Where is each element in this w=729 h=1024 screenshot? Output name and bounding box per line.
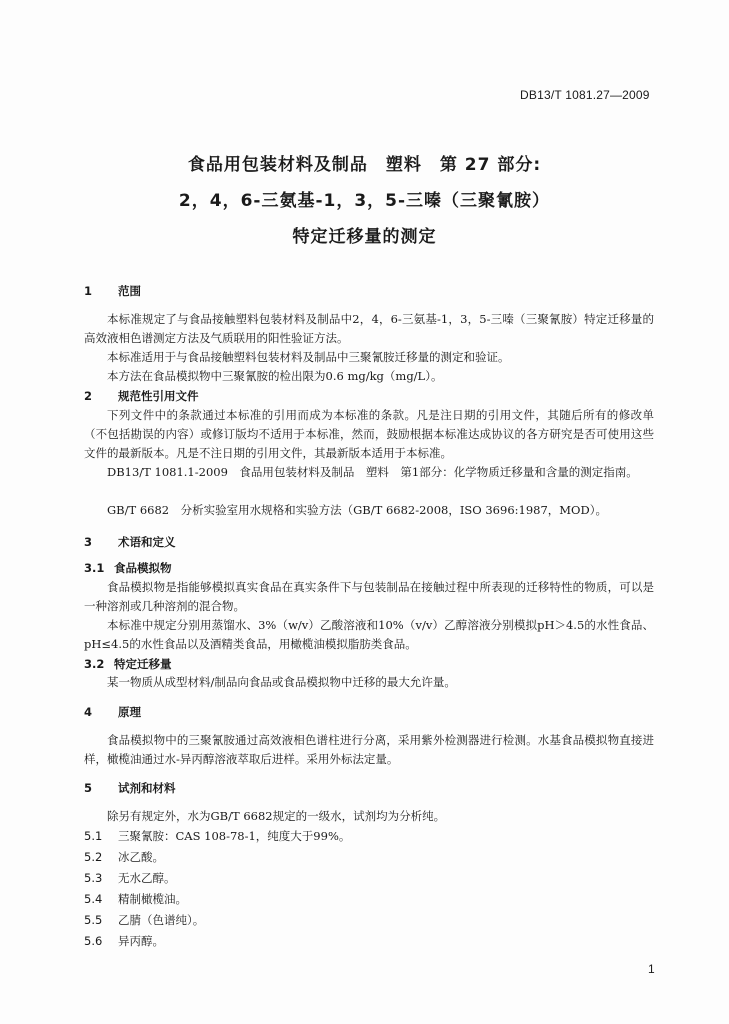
- section-4-paragraph-1: 食品模拟物中的三聚氰胺通过高效液相色谱柱进行分离，采用紫外检测器进行检测。水基食品模拟物直接进样，橄榄油通过水-异丙醇溶液萃取后进样。采用外标法定量。: [84, 733, 654, 766]
- section-1-paragraph-2: 本标准适用于与食品接触塑料包装材料及制品中三聚氰胺迁移量的测定和验证。: [107, 350, 510, 364]
- section-2-paragraph-3: GB/T 6682 分析实验室用水规格和实验方法（GB/T 6682-2008，ISO 3696:1987，MOD）。: [107, 503, 607, 517]
- title-line-1: 食品用包装材料及制品 塑料 第 27 部分:: [187, 155, 542, 175]
- section-title: 术语和定义: [118, 535, 176, 549]
- list-item-text: 无水乙醇。: [118, 871, 176, 885]
- section-number: 5: [84, 781, 93, 795]
- section-number: 2: [84, 389, 93, 403]
- list-item-number: 5.3: [84, 871, 103, 885]
- list-item-text: 冰乙酸。: [118, 850, 164, 864]
- section-3-heading: [84, 534, 176, 550]
- list-item-number: 5.1: [84, 829, 103, 843]
- subsection-title: 食品模拟物: [114, 561, 172, 575]
- subsection-number: 3.2: [84, 657, 105, 671]
- list-item: [84, 828, 350, 844]
- list-item-text: 乙腈（色谱纯）。: [118, 913, 205, 927]
- list-item: [84, 912, 204, 928]
- section-title: 原理: [118, 705, 141, 719]
- section-2-paragraph-2: DB13/T 1081.1-2009 食品用包装材料及制品 塑料 第1部分：化学物质迁移量和含量的测定指南。: [107, 465, 638, 479]
- section-1-paragraph-1: 本标准规定了与食品接触塑料包装材料及制品中2，4，6-三氨基-1，3，5-三嗪（三聚氰胺）特定迁移量的高效液相色谱测定方法及气质联用的阳性验证方法。: [84, 312, 654, 345]
- list-item-number: 5.6: [84, 934, 103, 948]
- section-number: 3: [84, 535, 93, 549]
- section-title: 试剂和材料: [118, 781, 176, 795]
- title-line-3: 特定迁移量的测定: [292, 227, 437, 247]
- list-item: [84, 849, 164, 865]
- list-item-number: 5.5: [84, 913, 103, 927]
- section-5-heading: [84, 780, 176, 796]
- standard-code: DB13/T 1081.27—2009: [520, 88, 650, 102]
- section-2-paragraph-1: 下列文件中的条款通过本标准的引用而成为本标准的条款。凡是注日期的引用文件，其随后所有的修改单（不包括勘误的内容）或修订版均不适用于本标准，然而，鼓励根据本标准达成协议的各方研究是否可使用这些文件的最新版本。凡是不注日期的引用文件，其最新版本适用于本标准。: [84, 408, 654, 460]
- list-item-text: 精制橄榄油。: [118, 892, 187, 906]
- list-item: [84, 933, 164, 949]
- subsection-number: 3.1: [84, 561, 105, 575]
- section-1-paragraph-3: 本方法在食品模拟物中三聚氰胺的检出限为0.6 mg/kg（mg/L）。: [107, 369, 443, 383]
- title-line-2: 2，4，6-三氨基-1，3，5-三嗪（三聚氰胺）: [178, 191, 551, 211]
- section-number: 4: [84, 705, 93, 719]
- section-4-heading: [84, 704, 141, 720]
- subsection-3-1-heading: [84, 560, 172, 576]
- section-title: 规范性引用文件: [118, 389, 199, 403]
- subsection-3-2-heading: [84, 656, 172, 672]
- section-number: 1: [84, 284, 93, 298]
- list-item: [84, 870, 176, 886]
- subsection-title: 特定迁移量: [114, 657, 172, 671]
- page-number: 1: [648, 962, 655, 976]
- section-5-intro: 除另有规定外，水为GB/T 6682规定的一级水，试剂均为分析纯。: [107, 809, 446, 823]
- list-item: [84, 891, 187, 907]
- list-item-text: 异丙醇。: [118, 934, 164, 948]
- section-2-heading: [84, 388, 199, 404]
- subsection-3-1-paragraph-1: 食品模拟物是指能够模拟真实食品在真实条件下与包装制品在接触过程中所表现的迁移特性的物质，可以是一种溶剂或几种溶剂的混合物。: [84, 580, 654, 613]
- section-title: 范围: [118, 284, 141, 298]
- subsection-3-1-paragraph-2: 本标准中规定分别用蒸馏水、3%（w/v）乙酸溶液和10%（v/v）乙醇溶液分别模拟pH＞4.5的水性食品、pH≤4.5的水性食品以及酒精类食品，用橄榄油模拟脂肪类食品。: [84, 618, 654, 651]
- list-item-number: 5.2: [84, 850, 103, 864]
- section-1-heading: [84, 283, 141, 299]
- subsection-3-2-paragraph-1: 某一物质从成型材料/制品向食品或食品模拟物中迁移的最大允许量。: [107, 675, 456, 689]
- list-item-text: 三聚氰胺：CAS 108-78-1，纯度大于99%。: [118, 829, 351, 843]
- list-item-number: 5.4: [84, 892, 103, 906]
